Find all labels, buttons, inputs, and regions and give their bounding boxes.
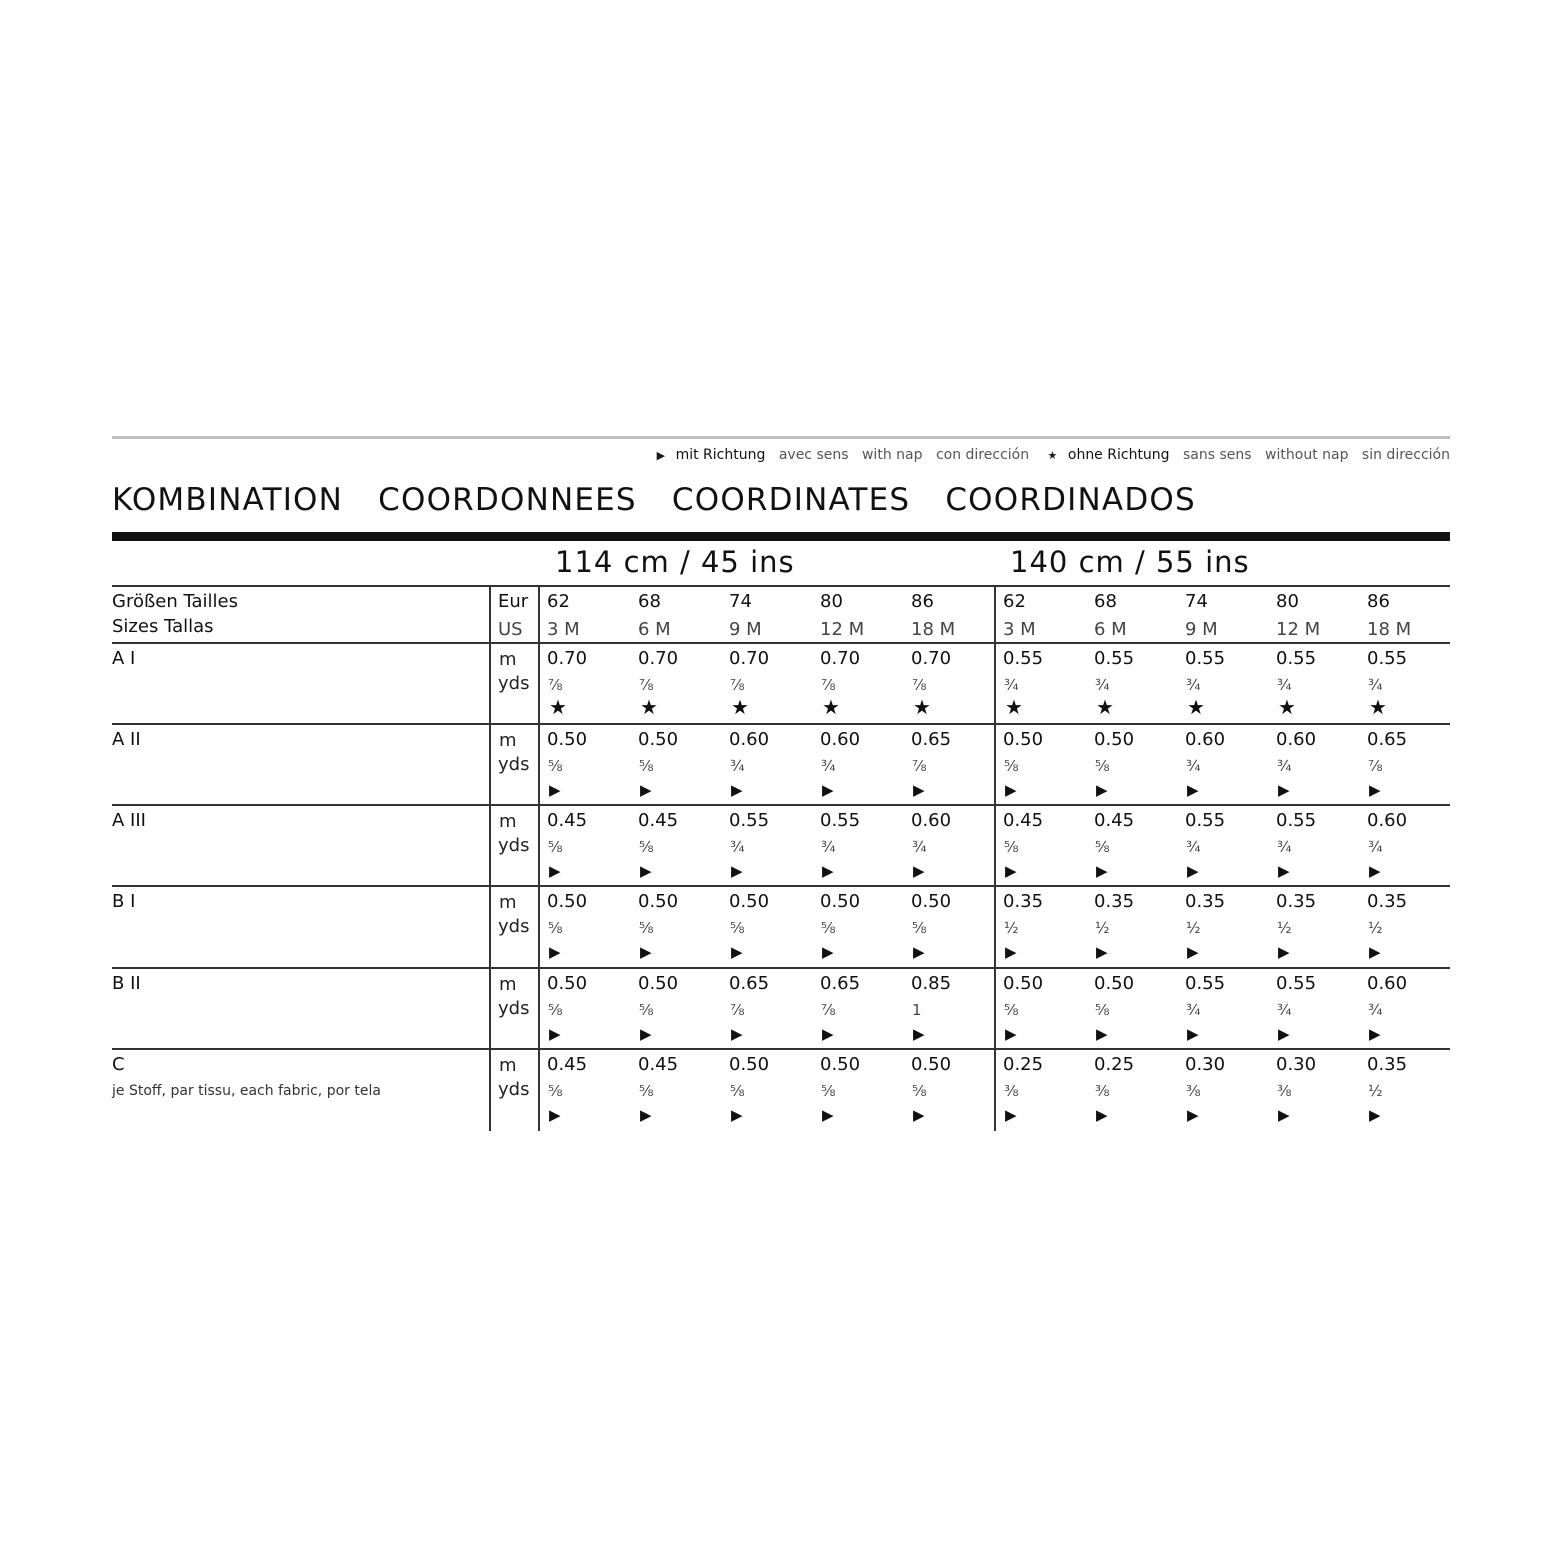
meters-value: 0.50 — [1094, 729, 1135, 750]
top-divider — [112, 436, 1450, 439]
yards-value: ⅝ — [1004, 838, 1019, 856]
meters-value: 0.60 — [820, 729, 861, 750]
meters-value: 0.50 — [911, 1054, 952, 1075]
meters-value: 0.65 — [1367, 729, 1408, 750]
yards-value: ⅞ — [821, 676, 836, 694]
meters-value: 0.50 — [1003, 973, 1044, 994]
meters-value: 0.55 — [1276, 648, 1317, 669]
us-size: 12 M — [820, 619, 865, 640]
unit-m: m — [499, 1055, 517, 1076]
eur-size: 68 — [1094, 591, 1117, 612]
legend-with-nap-fr: avec sens — [778, 447, 849, 463]
yards-value: ⅞ — [912, 757, 927, 775]
with-nap-arrow-icon: ▶ — [1096, 1106, 1108, 1124]
yards-value: ¾ — [1186, 1001, 1201, 1019]
unit-yds: yds — [498, 754, 530, 775]
unit-m: m — [499, 892, 517, 913]
with-nap-arrow-icon: ▶ — [549, 781, 561, 799]
eur-size: 80 — [820, 591, 843, 612]
meters-value: 0.70 — [911, 648, 952, 669]
row-name: C — [112, 1054, 125, 1075]
meters-value: 0.60 — [1185, 729, 1226, 750]
without-nap-star-icon: ★ — [1278, 695, 1296, 719]
with-nap-arrow-icon: ▶ — [1369, 943, 1381, 961]
without-nap-star-icon: ★ — [1187, 695, 1205, 719]
yards-value: ½ — [1368, 1082, 1383, 1100]
legend-with-nap-de: mit Richtung — [675, 447, 766, 463]
with-nap-arrow-icon: ▶ — [1369, 1106, 1381, 1124]
eur-label: Eur — [498, 591, 529, 612]
unit-m: m — [499, 730, 517, 751]
meters-value: 0.70 — [638, 648, 679, 669]
meters-value: 0.65 — [911, 729, 952, 750]
column-divider — [994, 586, 996, 1131]
meters-value: 0.60 — [1276, 729, 1317, 750]
without-nap-star-icon: ★ — [1096, 695, 1114, 719]
with-nap-arrow-icon: ▶ — [822, 943, 834, 961]
meters-value: 0.50 — [729, 1054, 770, 1075]
meters-value: 0.55 — [1276, 810, 1317, 831]
meters-value: 0.50 — [729, 891, 770, 912]
meters-value: 0.55 — [1185, 648, 1226, 669]
row-name: A I — [112, 648, 136, 669]
yards-value: ⅝ — [639, 919, 654, 937]
row-divider — [112, 585, 1450, 587]
with-nap-arrow-icon: ▶ — [1187, 862, 1199, 880]
eur-size: 62 — [547, 591, 570, 612]
yards-value: ½ — [1368, 919, 1383, 937]
meters-value: 0.70 — [820, 648, 861, 669]
meters-value: 0.35 — [1094, 891, 1135, 912]
with-nap-arrow-icon: ▶ — [913, 781, 925, 799]
row-divider — [112, 967, 1450, 969]
yards-value: ¾ — [821, 838, 836, 856]
with-nap-arrow-icon: ▶ — [640, 1106, 652, 1124]
without-nap-star-icon: ★ — [1005, 695, 1023, 719]
with-nap-arrow-icon: ▶ — [1096, 943, 1108, 961]
legend-without-nap-es: sin dirección — [1361, 447, 1450, 463]
yards-value: ⅝ — [821, 1082, 836, 1100]
yards-value: ⅞ — [639, 676, 654, 694]
meters-value: 0.45 — [1094, 810, 1135, 831]
meters-value: 0.60 — [1367, 810, 1408, 831]
yards-value: ½ — [1004, 919, 1019, 937]
row-name: B II — [112, 973, 141, 994]
eur-size: 68 — [638, 591, 661, 612]
us-size: 3 M — [547, 619, 580, 640]
meters-value: 0.50 — [547, 973, 588, 994]
row-name: A III — [112, 810, 146, 831]
fabric-width-140: 140 cm / 55 ins — [1010, 545, 1250, 579]
title-de: KOMBINATION — [112, 482, 344, 518]
with-nap-arrow-icon: ▶ — [1278, 1106, 1290, 1124]
page-title — [112, 482, 1220, 518]
meters-value: 0.50 — [638, 973, 679, 994]
yards-value: ⅝ — [1004, 757, 1019, 775]
yards-value: ⅝ — [639, 838, 654, 856]
eur-size: 86 — [1367, 591, 1390, 612]
sizes-label-line2: Sizes Tallas — [112, 616, 214, 637]
yards-value: ¾ — [730, 757, 745, 775]
meters-value: 0.65 — [729, 973, 770, 994]
meters-value: 0.55 — [1185, 810, 1226, 831]
yards-value: ⅝ — [730, 919, 745, 937]
yards-value: ⅞ — [1368, 757, 1383, 775]
meters-value: 0.35 — [1367, 891, 1408, 912]
yards-value: ⅝ — [730, 1082, 745, 1100]
with-nap-arrow-icon: ▶ — [1005, 1025, 1017, 1043]
meters-value: 0.55 — [820, 810, 861, 831]
with-nap-arrow-icon: ▶ — [731, 943, 743, 961]
with-nap-arrow-icon: ▶ — [1096, 1025, 1108, 1043]
with-nap-arrow-icon: ▶ — [1005, 862, 1017, 880]
row-note: je Stoff, par tissu, each fabric, por tela — [112, 1083, 381, 1099]
with-nap-arrow-icon: ▶ — [731, 1025, 743, 1043]
unit-yds: yds — [498, 998, 530, 1019]
meters-value: 0.35 — [1003, 891, 1044, 912]
meters-value: 0.65 — [820, 973, 861, 994]
us-size: 3 M — [1003, 619, 1036, 640]
meters-value: 0.55 — [1094, 648, 1135, 669]
meters-value: 0.35 — [1276, 891, 1317, 912]
yards-value: ⅝ — [548, 1082, 563, 1100]
row-divider — [112, 804, 1450, 806]
yards-value: ⅜ — [1277, 1082, 1292, 1100]
meters-value: 0.25 — [1003, 1054, 1044, 1075]
row-divider — [112, 1048, 1450, 1050]
meters-value: 0.45 — [638, 1054, 679, 1075]
with-nap-arrow-icon: ▶ — [1369, 781, 1381, 799]
with-nap-arrow-icon: ▶ — [913, 1025, 925, 1043]
yards-value: ⅝ — [1095, 1001, 1110, 1019]
with-nap-arrow-icon: ▶ — [1369, 862, 1381, 880]
yards-value: ¾ — [821, 757, 836, 775]
yards-value: ⅝ — [639, 1001, 654, 1019]
yards-value: ¾ — [1368, 838, 1383, 856]
row-divider — [112, 723, 1450, 725]
yards-value: ¾ — [1277, 838, 1292, 856]
with-nap-arrow-icon: ▶ — [1096, 781, 1108, 799]
with-nap-arrow-icon: ▶ — [1278, 943, 1290, 961]
row-divider — [112, 885, 1450, 887]
meters-value: 0.55 — [1185, 973, 1226, 994]
yards-value: ⅜ — [1095, 1082, 1110, 1100]
meters-value: 0.60 — [1367, 973, 1408, 994]
with-nap-arrow-icon: ▶ — [1187, 781, 1199, 799]
yards-value: ¾ — [1186, 757, 1201, 775]
yards-value: ⅝ — [912, 1082, 927, 1100]
meters-value: 0.55 — [1276, 973, 1317, 994]
meters-value: 0.50 — [820, 1054, 861, 1075]
unit-yds: yds — [498, 1079, 530, 1100]
title-en: COORDINATES — [671, 482, 911, 518]
title-underline — [112, 532, 1450, 541]
unit-yds: yds — [498, 673, 530, 694]
with-nap-arrow-icon: ▶ — [640, 943, 652, 961]
yards-value: ¾ — [1277, 757, 1292, 775]
with-nap-arrow-icon: ▶ — [822, 1025, 834, 1043]
yards-value: ¾ — [1368, 676, 1383, 694]
with-nap-arrow-icon: ▶ — [822, 1106, 834, 1124]
eur-size: 74 — [729, 591, 752, 612]
with-nap-arrow-icon: ▶ — [913, 862, 925, 880]
legend-without-nap-en: without nap — [1265, 447, 1349, 463]
with-nap-arrow-icon: ▶ — [549, 1025, 561, 1043]
eur-size: 86 — [911, 591, 934, 612]
us-size: 12 M — [1276, 619, 1321, 640]
yards-value: ⅝ — [1004, 1001, 1019, 1019]
without-nap-star-icon: ★ — [549, 695, 567, 719]
with-nap-arrow-icon: ▶ — [640, 781, 652, 799]
yards-value: ⅞ — [821, 1001, 836, 1019]
meters-value: 0.30 — [1185, 1054, 1226, 1075]
with-nap-arrow-icon: ▶ — [640, 1025, 652, 1043]
without-nap-star-icon: ★ — [913, 695, 931, 719]
yards-value: ⅝ — [548, 919, 563, 937]
yards-value: ⅝ — [639, 757, 654, 775]
with-nap-arrow-icon: ▶ — [640, 862, 652, 880]
with-nap-arrow-icon: ▶ — [549, 1106, 561, 1124]
meters-value: 0.85 — [911, 973, 952, 994]
meters-value: 0.70 — [547, 648, 588, 669]
without-nap-star-icon: ★ — [731, 695, 749, 719]
us-size: 9 M — [1185, 619, 1218, 640]
yards-value: ½ — [1095, 919, 1110, 937]
unit-yds: yds — [498, 916, 530, 937]
with-nap-arrow-icon: ▶ — [1369, 1025, 1381, 1043]
us-size: 18 M — [911, 619, 956, 640]
unit-yds: yds — [498, 835, 530, 856]
meters-value: 0.50 — [638, 891, 679, 912]
legend-without-nap-fr: sans sens — [1183, 447, 1252, 463]
yards-value: ¾ — [1095, 676, 1110, 694]
meters-value: 0.30 — [1276, 1054, 1317, 1075]
column-divider — [489, 586, 491, 1131]
yards-value: ¾ — [1277, 1001, 1292, 1019]
unit-m: m — [499, 974, 517, 995]
yards-value: ⅝ — [821, 919, 836, 937]
with-nap-arrow-icon: ▶ — [1278, 781, 1290, 799]
with-nap-arrow-icon: ▶ — [1187, 1025, 1199, 1043]
row-name: B I — [112, 891, 136, 912]
with-nap-arrow-icon: ▶ — [1005, 943, 1017, 961]
yards-value: ⅝ — [548, 838, 563, 856]
title-fr: COORDONNEES — [378, 482, 637, 518]
with-nap-arrow-icon: ▶ — [1278, 1025, 1290, 1043]
meters-value: 0.50 — [547, 729, 588, 750]
us-size: 9 M — [729, 619, 762, 640]
yards-value: ½ — [1186, 919, 1201, 937]
unit-m: m — [499, 811, 517, 832]
us-size: 18 M — [1367, 619, 1412, 640]
unit-m: m — [499, 649, 517, 670]
with-nap-arrow-icon: ▶ — [1278, 862, 1290, 880]
yards-value: ¾ — [1004, 676, 1019, 694]
yards-value: ¾ — [730, 838, 745, 856]
yards-value: ⅞ — [548, 676, 563, 694]
yards-value: ⅝ — [639, 1082, 654, 1100]
yards-value: ⅝ — [548, 1001, 563, 1019]
without-nap-star-icon: ★ — [640, 695, 658, 719]
yards-value: ⅜ — [1004, 1082, 1019, 1100]
meters-value: 0.55 — [1003, 648, 1044, 669]
yards-value: ½ — [1277, 919, 1292, 937]
yards-value: 1 — [912, 1001, 922, 1019]
with-nap-arrow-icon: ▶ — [822, 862, 834, 880]
meters-value: 0.35 — [1367, 1054, 1408, 1075]
meters-value: 0.45 — [547, 810, 588, 831]
row-divider — [112, 642, 1450, 644]
meters-value: 0.50 — [1003, 729, 1044, 750]
meters-value: 0.25 — [1094, 1054, 1135, 1075]
yards-value: ¾ — [912, 838, 927, 856]
yards-value: ⅞ — [730, 676, 745, 694]
with-nap-arrow-icon: ▶ — [1187, 943, 1199, 961]
with-nap-arrow-icon: ▶ — [1096, 862, 1108, 880]
meters-value: 0.50 — [547, 891, 588, 912]
fabric-width-114: 114 cm / 45 ins — [555, 545, 795, 579]
meters-value: 0.35 — [1185, 891, 1226, 912]
meters-value: 0.50 — [638, 729, 679, 750]
eur-size: 74 — [1185, 591, 1208, 612]
with-nap-arrow-icon: ▶ — [549, 862, 561, 880]
title-es: COORDINADOS — [945, 482, 1196, 518]
yards-value: ⅝ — [1095, 757, 1110, 775]
yards-value: ¾ — [1277, 676, 1292, 694]
meters-value: 0.60 — [911, 810, 952, 831]
with-nap-arrow-icon: ▶ — [549, 943, 561, 961]
sizes-label-line1: Größen Tailles — [112, 591, 239, 612]
meters-value: 0.55 — [729, 810, 770, 831]
without-nap-star-icon: ★ — [1369, 695, 1387, 719]
meters-value: 0.45 — [638, 810, 679, 831]
legend-without-nap-de: ohne Richtung — [1067, 447, 1170, 463]
row-name: A II — [112, 729, 141, 750]
with-nap-arrow-icon: ▶ — [913, 943, 925, 961]
with-nap-arrow-icon: ▶ — [731, 781, 743, 799]
column-divider — [538, 586, 540, 1131]
eur-size: 62 — [1003, 591, 1026, 612]
with-nap-arrow-icon: ▶ — [1005, 781, 1017, 799]
yards-value: ⅞ — [912, 676, 927, 694]
yards-value: ¾ — [1186, 838, 1201, 856]
without-nap-star-icon: ★ — [822, 695, 840, 719]
with-nap-arrow-icon: ▶ — [656, 449, 666, 462]
nap-legend — [112, 447, 1450, 463]
with-nap-arrow-icon: ▶ — [731, 862, 743, 880]
yards-value: ¾ — [1186, 676, 1201, 694]
without-nap-star-icon: ★ — [1047, 449, 1058, 462]
yards-value: ⅝ — [912, 919, 927, 937]
yards-value: ⅝ — [1095, 838, 1110, 856]
meters-value: 0.50 — [1094, 973, 1135, 994]
eur-size: 80 — [1276, 591, 1299, 612]
yards-value: ⅜ — [1186, 1082, 1201, 1100]
with-nap-arrow-icon: ▶ — [731, 1106, 743, 1124]
meters-value: 0.45 — [1003, 810, 1044, 831]
with-nap-arrow-icon: ▶ — [913, 1106, 925, 1124]
meters-value: 0.45 — [547, 1054, 588, 1075]
legend-with-nap-en: with nap — [861, 447, 923, 463]
meters-value: 0.50 — [820, 891, 861, 912]
with-nap-arrow-icon: ▶ — [822, 781, 834, 799]
yards-value: ⅝ — [548, 757, 563, 775]
meters-value: 0.55 — [1367, 648, 1408, 669]
us-label: US — [498, 619, 523, 640]
yards-value: ⅞ — [730, 1001, 745, 1019]
with-nap-arrow-icon: ▶ — [1187, 1106, 1199, 1124]
yards-value: ¾ — [1368, 1001, 1383, 1019]
meters-value: 0.60 — [729, 729, 770, 750]
legend-with-nap-es: con dirección — [935, 447, 1030, 463]
meters-value: 0.70 — [729, 648, 770, 669]
with-nap-arrow-icon: ▶ — [1005, 1106, 1017, 1124]
us-size: 6 M — [1094, 619, 1127, 640]
us-size: 6 M — [638, 619, 671, 640]
meters-value: 0.50 — [911, 891, 952, 912]
